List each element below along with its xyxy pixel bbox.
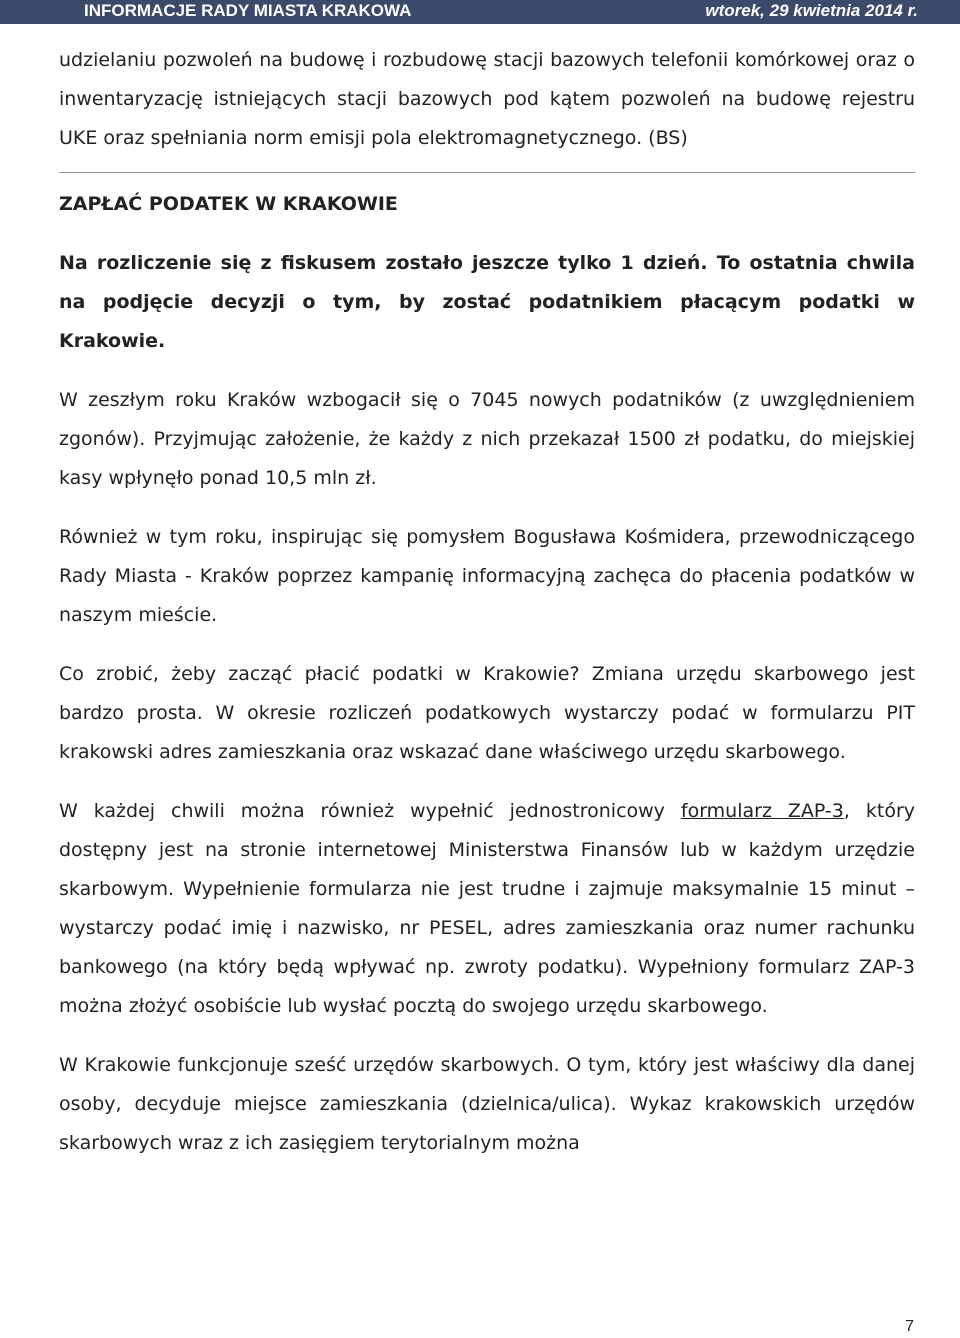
paragraph-4-end: , który dostępny jest na stronie internetowej Ministerstwa Finansów lub w każdym urzędzie skarbowym. Wypełnienie formularza nie jest trudne i zajmuje maksymalnie 15 minut – wystarczy podać imię i nazwisko, nr PESEL, adres zamieszkania oraz numer rachunku bankowego (na który będą wpływać np. zwroty podatku). Wypełniony formularz ZAP-3 można złożyć osobiście lub wysłać pocztą do swojego urzędu skarbowego. [59,800,915,1017]
intro-paragraph: udzielaniu pozwoleń na budowę i rozbudowę stacji bazowych telefonii komórkowej oraz o inwentaryzację istniejących stacji bazowych pod kątem pozwoleń na budowę rejestru UKE oraz spełniania norm emisji pola elektromagnetycznego. (BS) [59,49,915,149]
page-header [0,0,960,24]
paragraph-2: Również w tym roku, inspirując się pomysłem Bogusława Kośmidera, przewodniczącego Rady Miasta - Kraków poprzez kampanię informacyjną zachęca do płacenia podatków w naszym mieście. [59,526,915,626]
paragraph-1: W zeszłym roku Kraków wzbogacił się o 7045 nowych podatników (z uwzględnieniem zgonów). Przyjmując założenie, że każdy z nich przekazał 1500 zł podatku, do miejskiej kasy wpłynęło ponad 10,5 mln zł. [59,389,915,489]
header-date: wtorek, 29 kwietnia 2014 r. [705,1,918,20]
paragraph-4 [59,792,915,1026]
lead-paragraph: Na rozliczenie się z fiskusem zostało jeszcze tylko 1 dzień. To ostatnia chwila na podjęcie decyzji o tym, by zostać podatnikiem płacącym podatki w Krakowie. [59,252,915,352]
page-number: 7 [905,1318,914,1335]
zap3-form-link[interactable]: formularz ZAP-3 [680,800,844,822]
header-publication-title: INFORMACJE RADY MIASTA KRAKOWA [84,1,412,20]
paragraph-3: Co zrobić, żeby zacząć płacić podatki w Krakowie? Zmiana urzędu skarbowego jest bardzo prosta. W okresie rozliczeń podatkowych wystarczy podać w formularzu PIT krakowski adres zamieszkania oraz wskazać dane właściwego urzędu skarbowego. [59,663,915,763]
paragraph-5: W Krakowie funkcjonuje sześć urzędów skarbowych. O tym, który jest właściwy dla danej osoby, decyduje miejsce zamieszkania (dzielnica/ulica). Wykaz krakowskich urzędów skarbowych wraz z ich zasięgiem terytorialnym można [59,1054,915,1154]
section-divider [59,172,915,173]
paragraph-4-start: W każdej chwili można również wypełnić jednostronicowy [59,800,681,822]
section-title: ZAPŁAĆ PODATEK W KRAKOWIE [59,193,398,215]
article-body [59,41,915,1163]
